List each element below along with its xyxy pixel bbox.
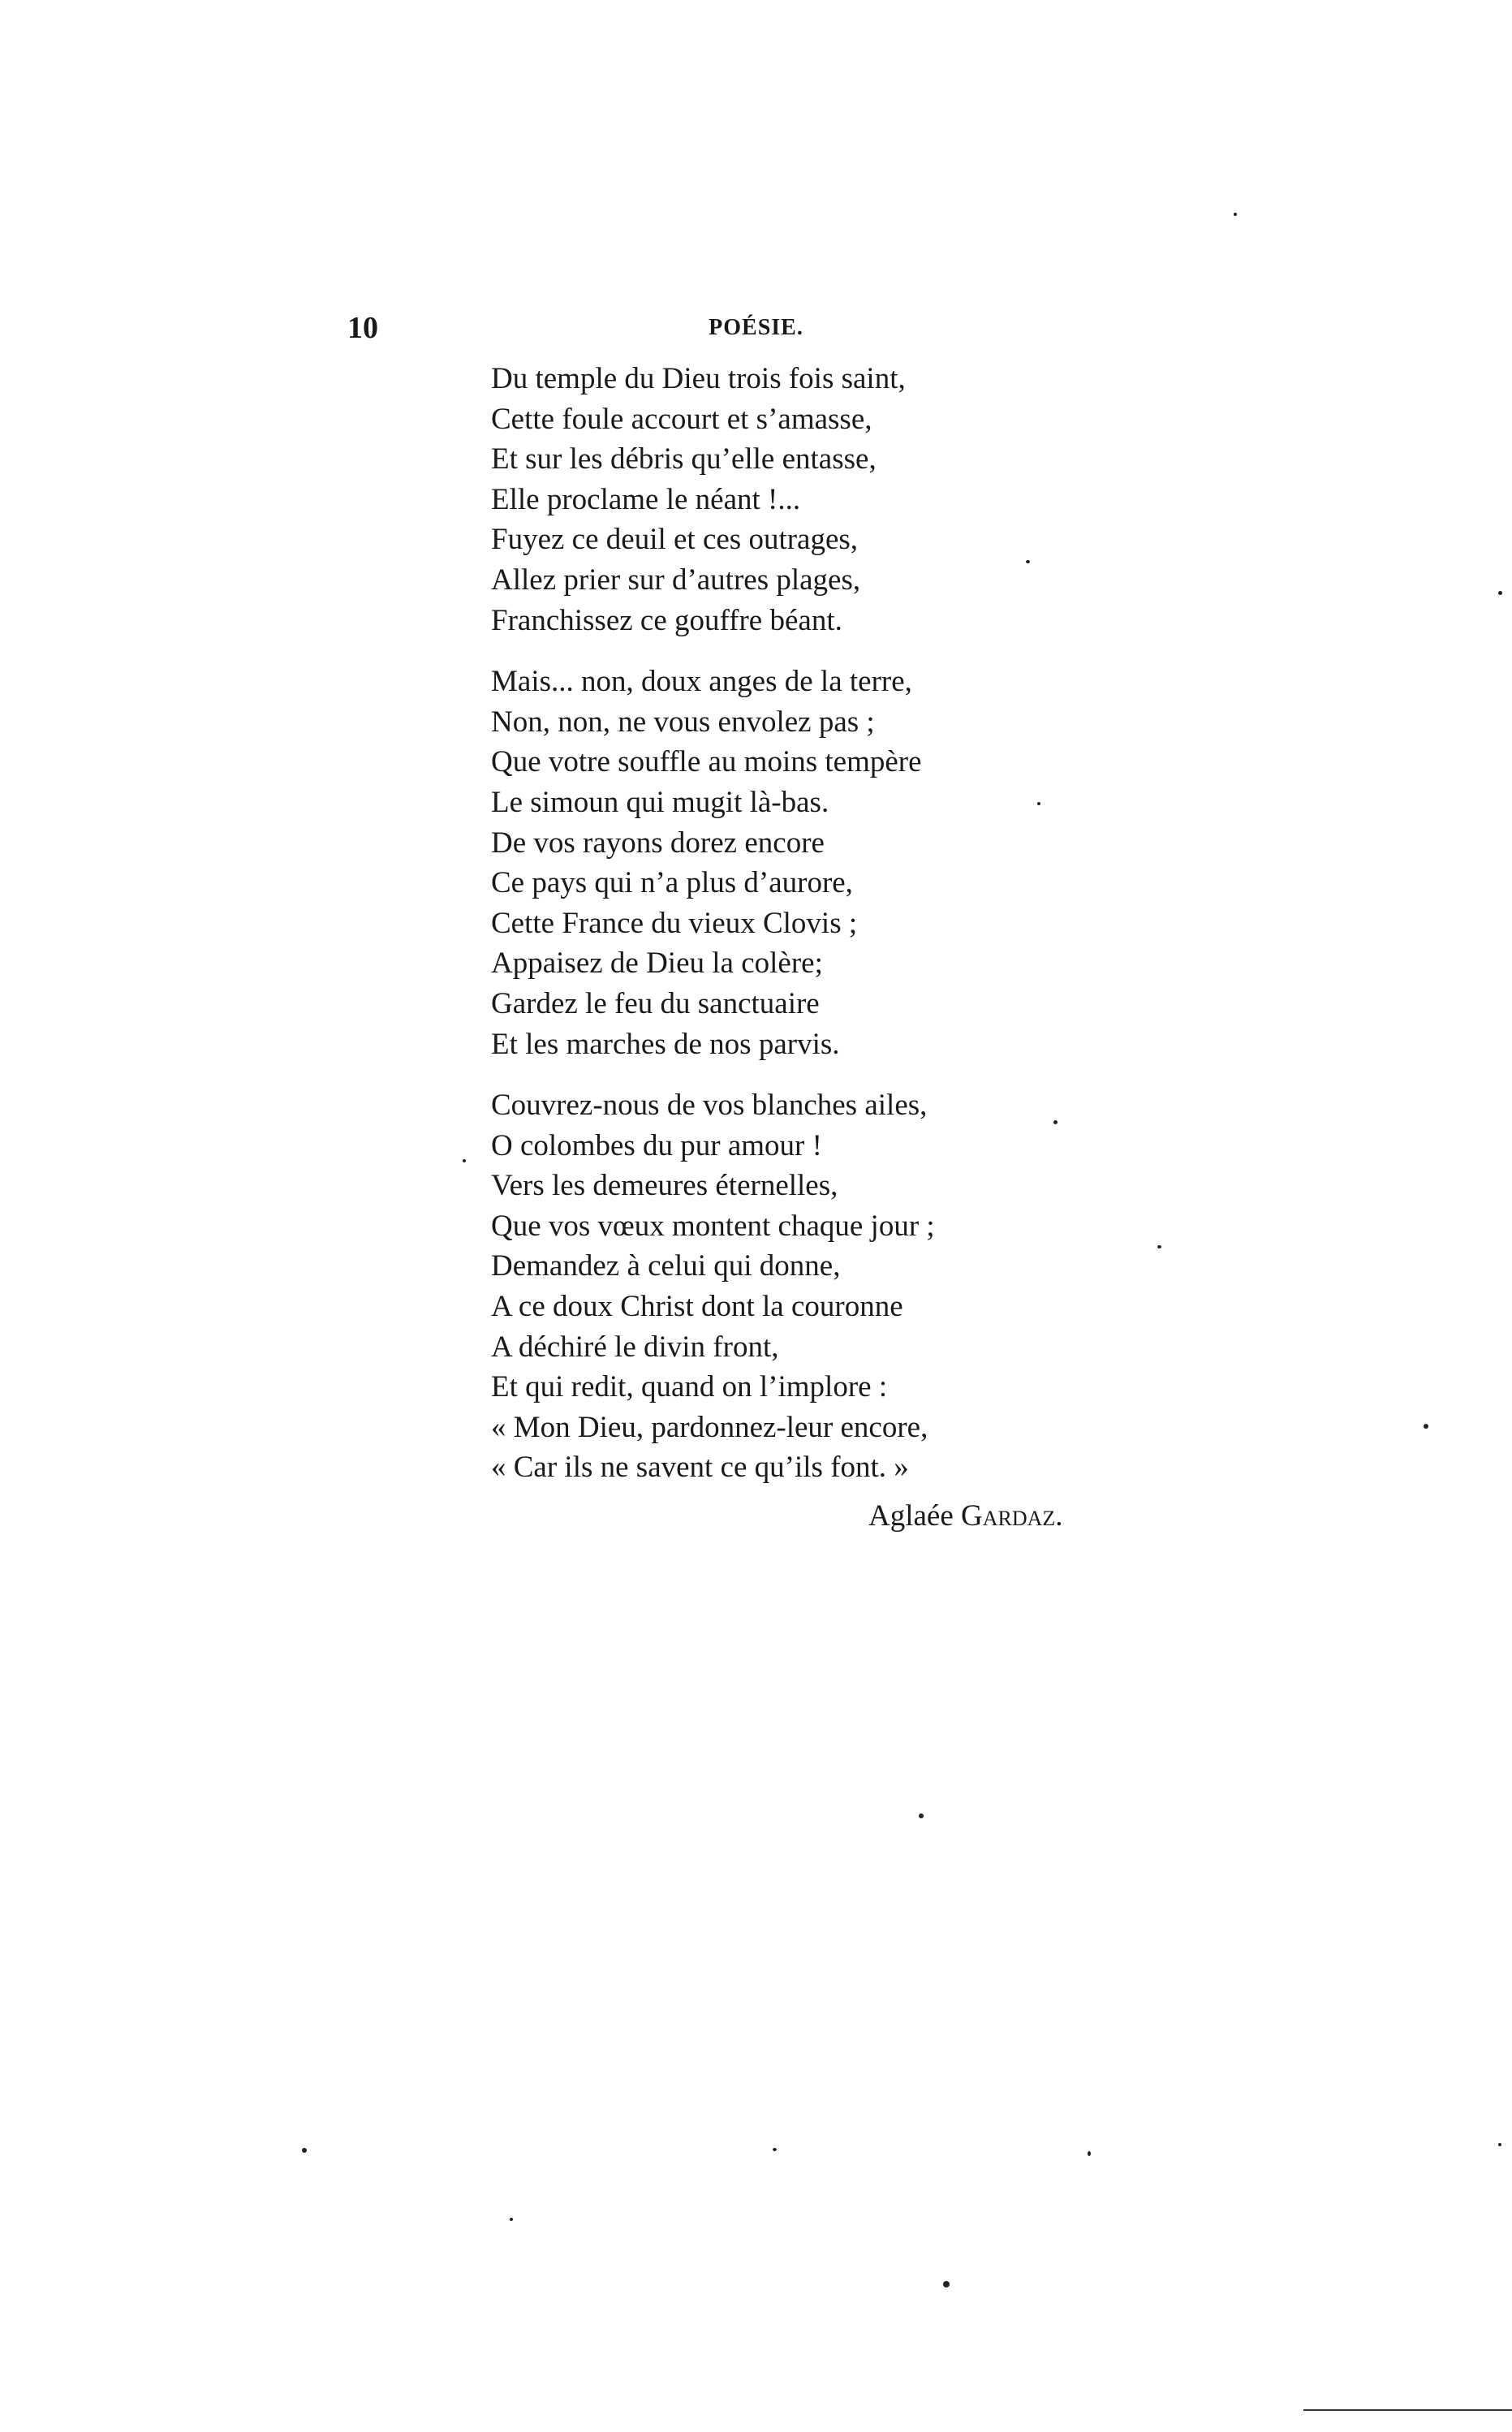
poem (491, 359, 1221, 1488)
verse-line: Elle proclame le néant !... (491, 482, 801, 516)
verse-line: O colombes du pur amour ! (491, 1128, 822, 1162)
page-number: 10 (347, 311, 378, 345)
verse-line: Fuyez ce deuil et ces outrages, (491, 523, 859, 557)
scan-speck (1234, 213, 1237, 216)
scan-speck (1424, 1424, 1428, 1429)
scan-speck (1498, 2143, 1501, 2146)
verse-line: Ce pays qui n’a plus d’aurore, (491, 866, 853, 900)
verse-line: Du temple du Dieu trois fois saint, (491, 362, 906, 395)
verse-line: Mais... non, doux anges de la terre, (491, 665, 912, 699)
scan-speck (302, 2148, 307, 2153)
verse-line: Franchissez ce gouffre béant. (491, 603, 842, 637)
verse-line: Vers les demeures éternelles, (491, 1169, 838, 1203)
author-given-name: Aglaée (868, 1499, 954, 1533)
verse-line: Non, non, ne vous envolez pas ; (491, 705, 875, 739)
verse-line: Appaisez de Dieu la colère; (491, 946, 823, 981)
scan-speck (919, 1813, 924, 1818)
verse-line: « Car ils ne savent ce qu’ils font. » (491, 1451, 909, 1485)
scan-speck (1498, 591, 1502, 595)
verse-line: Cette foule accourt et s’amasse, (491, 402, 872, 436)
verse-line: « Mon Dieu, pardonnez-leur encore, (491, 1410, 928, 1444)
scan-speck (1037, 802, 1040, 805)
verse-line: Et sur les débris qu’elle entasse, (491, 442, 877, 476)
scan-speck (943, 2281, 950, 2288)
verse-line: A déchiré le divin front, (491, 1330, 779, 1364)
verse-line: A ce doux Christ dont la couronne (491, 1290, 903, 1324)
verse-line: De vos rayons dorez encore (491, 826, 825, 860)
scan-speck (510, 2218, 513, 2221)
scan-speck (773, 2148, 777, 2151)
verse-line: Et les marches de nos parvis. (491, 1027, 840, 1061)
verse-line: Que votre souffle au moins tempère (491, 745, 922, 779)
scan-speck (1157, 1245, 1161, 1248)
scan-speck (1053, 1120, 1058, 1124)
scan-speck (1026, 560, 1030, 563)
stanza-2 (491, 662, 1221, 1064)
verse-line: Et qui redit, quand on l’implore : (491, 1370, 888, 1404)
author-surname: Gardaz. (961, 1499, 1063, 1533)
author-signature (868, 1498, 1063, 1534)
scan-speck (463, 1159, 466, 1162)
stanza-3 (491, 1085, 1221, 1488)
verse-line: Cette France du vieux Clovis ; (491, 906, 858, 940)
verse-line: Demandez à celui qui donne, (491, 1249, 841, 1283)
stanza-1 (491, 359, 1221, 640)
running-title: POÉSIE. (709, 315, 803, 340)
verse-line: Couvrez-nous de vos blanches ailes, (491, 1089, 928, 1123)
verse-line: Le simoun qui mugit là-bas. (491, 785, 829, 819)
corner-rule (1303, 2409, 1512, 2411)
verse-line: Que vos vœux montent chaque jour ; (491, 1209, 935, 1243)
verse-line: Allez prier sur d’autres plages, (491, 563, 861, 597)
scan-speck (1088, 2151, 1091, 2156)
verse-line: Gardez le feu du sanctuaire (491, 986, 820, 1020)
